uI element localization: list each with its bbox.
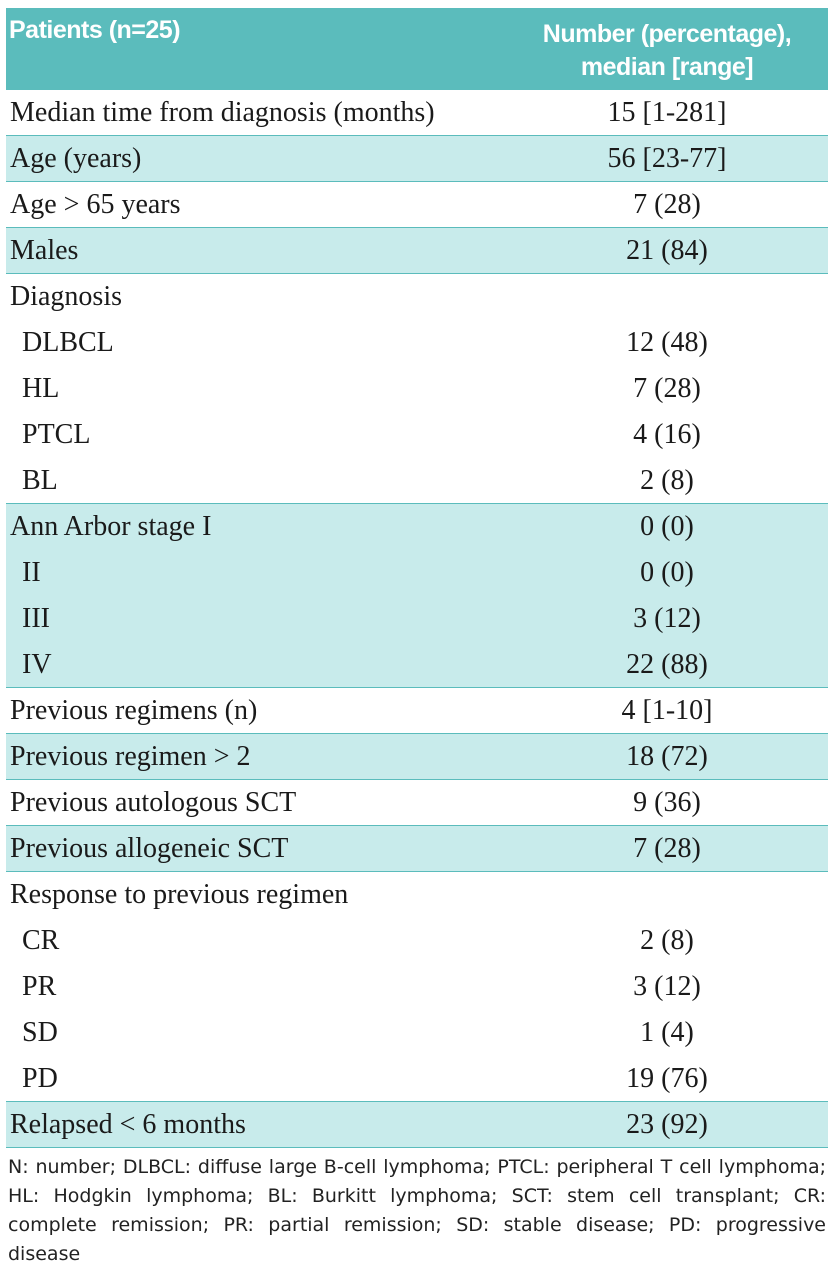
row-label: SD <box>22 1017 58 1048</box>
table-row <box>6 458 828 504</box>
row-label: PTCL <box>22 419 91 450</box>
header-patients-cell: Patients (n=25) <box>9 16 181 44</box>
row-label: CR <box>22 925 60 956</box>
patient-characteristics-table <box>6 8 828 1148</box>
row-value: 7 (28) <box>633 373 701 404</box>
table-row <box>6 734 828 780</box>
table-row <box>6 826 828 872</box>
header-number-cell <box>506 8 828 89</box>
table-row <box>6 504 828 550</box>
row-value: 7 (28) <box>633 188 701 220</box>
row-value: 7 (28) <box>633 832 701 864</box>
table-body <box>6 89 828 1148</box>
table-header <box>6 8 828 89</box>
row-value: 3 (12) <box>633 603 701 634</box>
table-row <box>6 872 828 918</box>
table-row <box>6 228 828 274</box>
table-row <box>6 550 828 596</box>
table-row <box>6 1056 828 1102</box>
row-label: Males <box>10 234 79 266</box>
row-label: BL <box>22 464 58 496</box>
row-value: 9 (36) <box>633 786 701 818</box>
table-row <box>6 182 828 228</box>
row-label: Previous allogeneic SCT <box>10 832 289 864</box>
row-value: 19 (76) <box>626 1062 708 1094</box>
row-label: DLBCL <box>22 327 114 358</box>
row-label: Diagnosis <box>10 281 122 312</box>
row-value: 3 (12) <box>633 971 701 1002</box>
row-value: 2 (8) <box>640 925 694 956</box>
row-value: 15 [1-281] <box>607 96 727 128</box>
row-label: Median time from diagnosis (months) <box>10 96 435 128</box>
table-row <box>6 918 828 964</box>
row-value: 0 (0) <box>640 511 694 542</box>
row-label: Relapsed < 6 months <box>10 1108 246 1140</box>
row-value: 4 (16) <box>633 419 701 450</box>
row-label: Ann Arbor stage I <box>10 511 212 542</box>
row-label: IV <box>22 648 52 680</box>
row-label: III <box>22 603 50 634</box>
row-value: 18 (72) <box>626 740 708 772</box>
table-row <box>6 412 828 458</box>
header-number-line2: median [range] <box>580 53 754 81</box>
table-row <box>6 688 828 734</box>
table-row <box>6 964 828 1010</box>
table-row <box>6 1102 828 1148</box>
table-row <box>6 642 828 688</box>
row-value: 12 (48) <box>626 327 708 358</box>
row-label: Response to previous regimen <box>10 879 349 910</box>
table-row <box>6 274 828 320</box>
table-row <box>6 1010 828 1056</box>
row-label: HL <box>22 373 60 404</box>
row-value: 4 [1-10] <box>621 694 713 726</box>
table-row <box>6 320 828 366</box>
row-value: 21 (84) <box>626 234 708 266</box>
table-row <box>6 136 828 182</box>
table-row <box>6 366 828 412</box>
row-value: 2 (8) <box>640 464 694 496</box>
row-label: Age > 65 years <box>10 188 181 220</box>
row-label: PD <box>22 1062 58 1094</box>
row-value: 1 (4) <box>640 1017 694 1048</box>
row-value: 56 [23-77] <box>607 142 727 174</box>
row-label: Previous regimens (n) <box>10 694 258 726</box>
table-row <box>6 596 828 642</box>
row-value: 23 (92) <box>626 1108 708 1140</box>
row-value: 22 (88) <box>626 648 708 680</box>
row-label: II <box>22 557 41 588</box>
row-label: Previous autologous SCT <box>10 786 297 818</box>
row-label: PR <box>22 971 57 1002</box>
table-row <box>6 90 828 136</box>
row-value: 0 (0) <box>640 557 694 588</box>
header-number-line1: Number (percentage), <box>542 20 792 48</box>
table-row <box>6 780 828 826</box>
table-footnote: N: number; DLBCL: diffuse large B-cell lymphoma; PTCL: peripheral T cell lymphoma; HL: Hodgkin lymphoma; BL: Burkitt lymphoma; SCT: stem cell transplant; CR: complete remission; PR: partial remission; SD: stable disease; PD: progressive disease <box>8 1156 826 1265</box>
row-label: Age (years) <box>10 142 142 174</box>
row-label: Previous regimen > 2 <box>10 740 251 772</box>
